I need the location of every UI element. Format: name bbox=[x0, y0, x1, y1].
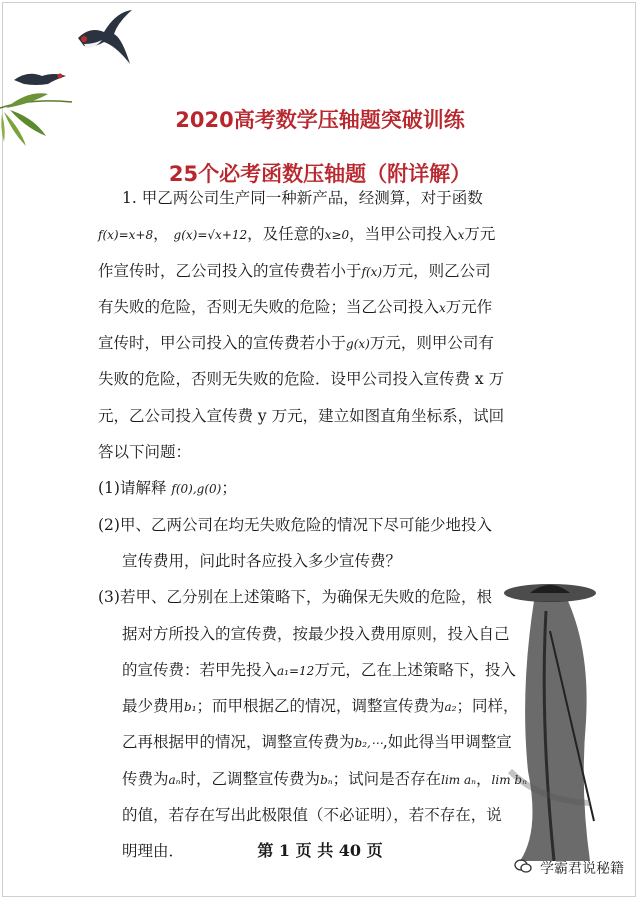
text-run: 乙再根据甲的情况，调整宣传费为 bbox=[122, 733, 355, 752]
problem-line bbox=[98, 434, 550, 470]
math-expression: x bbox=[439, 300, 446, 315]
text-run: 据对方所投入的宣传费，按最少投入费用原则，投入自己 bbox=[122, 624, 510, 643]
problem-line bbox=[98, 216, 550, 252]
problem-line bbox=[98, 325, 550, 361]
text-run: 的宣传费：若甲先投入 bbox=[122, 660, 278, 679]
math-expression: lim bₙ bbox=[491, 772, 527, 787]
text-run: 的值，若存在写出此极限值（不必证明），若不存在，说 bbox=[122, 806, 502, 825]
text-run: ； bbox=[221, 479, 237, 498]
math-expression: g(x)=√x+12 bbox=[173, 228, 248, 243]
problem-line bbox=[98, 361, 550, 397]
math-expression: a₂ bbox=[444, 700, 457, 715]
problem-line bbox=[98, 470, 550, 506]
page-subtitle: 25个必考函数压轴题（附详解） bbox=[168, 162, 472, 187]
text-run: 万元作 bbox=[445, 297, 493, 316]
text-run: 万元，乙在上述策略下，投入 bbox=[314, 660, 516, 679]
text-run: 万元，则乙公司 bbox=[382, 261, 491, 280]
text-run: 万元 bbox=[464, 225, 496, 244]
problem-line bbox=[98, 652, 550, 688]
text-run: ， bbox=[153, 225, 174, 244]
ink-swordsman-decoration bbox=[490, 571, 600, 861]
text-run: ；试问是否存在 bbox=[332, 769, 442, 788]
page-number: 第 1 页 共 40 页 bbox=[257, 841, 383, 860]
problem-line bbox=[98, 543, 550, 579]
text-run: ,如此得当甲调整宣 bbox=[382, 733, 512, 752]
math-expression: g(x) bbox=[346, 337, 370, 352]
text-run: (1)请解释 bbox=[98, 479, 172, 498]
text-run: 元，乙公司投入宣传费 y 万元，建立如图直角坐标系，试回 bbox=[98, 406, 505, 425]
text-run: 宣传费用，问此时各应投入多少宣传费？ bbox=[122, 551, 402, 570]
text-run: 有失败的危险，否则无失败的危险；当乙公司投入 bbox=[98, 297, 440, 316]
text-run: 答以下问题： bbox=[98, 443, 192, 462]
problem-line bbox=[98, 797, 550, 833]
math-expression: x≥0 bbox=[324, 228, 350, 243]
text-run: ；而甲根据乙的情况，调整宣传费为 bbox=[196, 697, 445, 716]
problem-line bbox=[98, 180, 550, 216]
math-expression: f(x)=x+8 bbox=[98, 228, 154, 243]
text-run: (2)甲、乙两公司在均无失败危险的情况下尽可能少地投入 bbox=[98, 515, 492, 534]
problem-line bbox=[98, 289, 550, 325]
text-run: 时，乙调整宣传费为 bbox=[180, 769, 321, 788]
math-expression: bₙ bbox=[320, 772, 333, 787]
problem-line bbox=[98, 688, 550, 724]
math-expression: lim aₙ bbox=[441, 772, 477, 787]
math-expression: f(0),g(0) bbox=[171, 482, 222, 497]
problem-line bbox=[98, 398, 550, 434]
text-run: ，及任意的 bbox=[247, 225, 325, 244]
math-expression: b₁ bbox=[184, 700, 197, 715]
problem-line bbox=[98, 579, 550, 615]
problem-line bbox=[98, 507, 550, 543]
text-run: 传费为 bbox=[122, 769, 169, 788]
text-run: 万元，则甲公司有 bbox=[369, 334, 494, 353]
math-expression: x bbox=[457, 228, 465, 243]
problem-line bbox=[98, 616, 550, 652]
math-expression: f(x) bbox=[361, 264, 383, 279]
problem-line bbox=[98, 761, 550, 797]
math-expression: b₂,⋯ bbox=[354, 736, 383, 751]
text-run: 明理由． bbox=[122, 842, 185, 861]
text-run: (3)若甲、乙分别在上述策略下，为确保无失败的危险，根 bbox=[98, 588, 492, 607]
text-run: ，当甲公司投入 bbox=[349, 225, 458, 244]
swallow-top-decoration bbox=[70, 8, 140, 74]
text-run: ；同样， bbox=[456, 697, 519, 716]
math-expression: aₙ bbox=[168, 772, 181, 787]
problem-line bbox=[98, 253, 550, 289]
text-run: 宣传时，甲公司投入的宣传费若小于 bbox=[98, 334, 347, 353]
problem-body bbox=[98, 180, 550, 870]
text-run: 最少费用 bbox=[122, 697, 185, 716]
problem-line bbox=[98, 724, 550, 760]
math-expression: a₁=12 bbox=[277, 663, 315, 678]
text-run: ， bbox=[476, 769, 492, 788]
watermark-text: 学霸君说秘籍 bbox=[540, 861, 624, 877]
wechat-icon bbox=[514, 859, 532, 877]
watermark bbox=[514, 858, 624, 878]
text-run: 1. 甲乙两公司生产同一种新产品，经测算，对于函数 bbox=[122, 189, 483, 207]
page-title: 2020高考数学压轴题突破训练 bbox=[175, 108, 465, 133]
text-run: 作宣传时，乙公司投入的宣传费若小于 bbox=[98, 261, 362, 280]
text-run: 失败的危险，否则无失败的危险．设甲公司投入宣传费 x 万 bbox=[98, 370, 505, 389]
